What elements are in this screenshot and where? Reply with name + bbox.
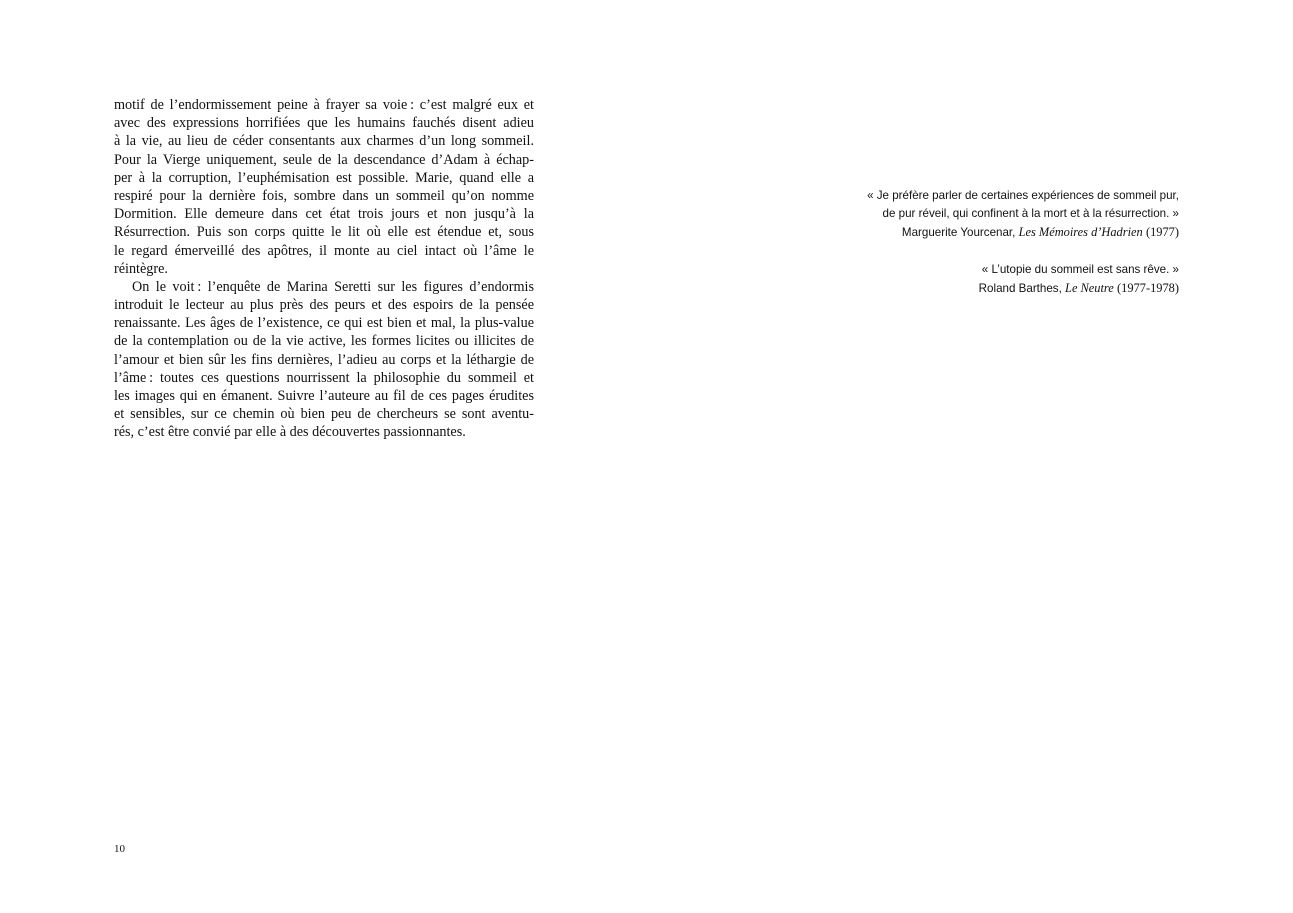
text-line: réintègre. (114, 260, 168, 277)
epigraph-author: Marguerite Yourcenar, (901, 226, 1016, 240)
text-line: Résurrection. Puis son corps quitte le lit où elle est étendue et, sous (114, 224, 534, 241)
epigraphs-block (819, 187, 1179, 316)
text-line: per à la corruption, l’euphémisation est possible. Marie, quand elle a (114, 169, 534, 186)
text-line: rés, c’est être convié par elle à des découvertes passionnantes. (114, 424, 466, 441)
epigraph-barthes (819, 261, 1179, 298)
text-line: et sensibles, sur ce chemin où bien peu de chercheurs se sont aventu- (114, 406, 534, 423)
epigraph-quote-line: « Je préfère parler de certaines expériences de sommeil pur, (867, 189, 1179, 202)
epigraph-work-title: Les Mémoires d’Hadrien (1018, 225, 1143, 240)
text-line: motif de l’endormissement peine à frayer sa voie : c’est malgré eux et (114, 97, 534, 113)
text-line: respiré pour la dernière fois, sombre dans un sommeil qu’on nomme (114, 187, 534, 204)
text-line: renaissante. Les âges de l’existence, ce qui est bien et mal, la plus-value (114, 315, 534, 332)
epigraph-year: (1977) (1145, 225, 1179, 240)
text-line: avec des expressions horrifiées que les humains fauchés disent adieu (114, 115, 534, 132)
page-number: 10 (114, 843, 125, 855)
epigraph-author: Roland Barthes, (978, 281, 1062, 295)
epigraph-source (819, 223, 1179, 242)
text-line: introduit le lecteur au plus près des peurs et des espoirs de la pensée (114, 297, 534, 314)
paragraph-dormition (114, 96, 534, 278)
text-line: Dormition. Elle demeure dans cet état trois jours et non jusqu’à la (114, 206, 534, 223)
text-line: les images qui en émanent. Suivre l’auteure au fil de ces pages érudites (114, 388, 534, 404)
text-line: l’amour et bien sûr les fins dernières, l’adieu au corps et la léthargie de (114, 351, 534, 368)
epigraph-yourcenar (819, 187, 1179, 243)
text-line: de la contemplation ou de la vie active, les formes licites ou illicites de (114, 333, 534, 350)
paragraph-enquete (114, 278, 534, 442)
epigraph-year: (1977-1978) (1117, 280, 1179, 295)
text-line: Pour la Vierge uniquement, seule de la descendance d’Adam à échap- (114, 151, 534, 168)
epigraph-quote-line: de pur réveil, qui confinent à la mort et à la résurrection. » (882, 207, 1179, 221)
epigraph-quote-line: « L’utopie du sommeil est sans rêve. » (981, 262, 1179, 276)
epigraph-work-title: Le Neutre (1065, 280, 1114, 295)
text-line: On le voit : l’enquête de Marina Seretti sur les figures d’endormis (132, 278, 534, 295)
text-line: l’âme : toutes ces questions nourrissent la philosophie du sommeil et (114, 369, 534, 386)
text-line: à la vie, au lieu de céder consentants aux charmes d’un long sommeil. (114, 133, 534, 150)
epigraph-source (819, 279, 1179, 298)
left-page-text-block (114, 96, 534, 442)
text-line: le regard émerveillé des apôtres, il monte au ciel intact où l’âme le (114, 242, 534, 259)
